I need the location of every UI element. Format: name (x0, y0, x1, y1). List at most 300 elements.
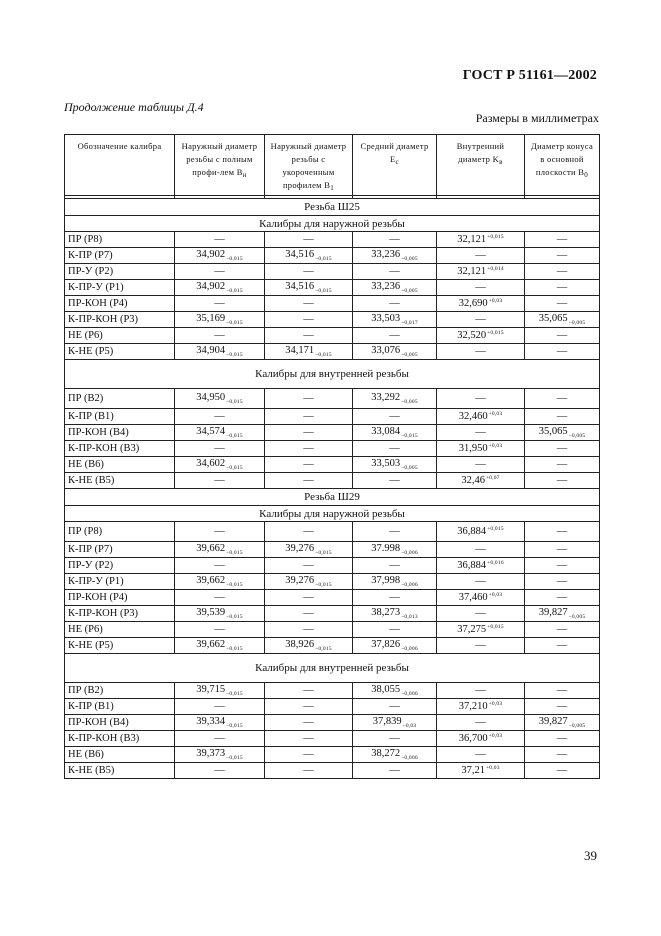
cell-outer-short (265, 574, 353, 590)
cell-pitch (353, 457, 437, 473)
cell-tolerance: +0,03 (488, 701, 503, 707)
cell-value: 39,539 (196, 607, 226, 618)
cell-inner-dash: — (437, 606, 525, 622)
cell-outer-full-dash: — (175, 264, 265, 280)
cell-outer-short-dash: — (265, 558, 353, 574)
cell-outer-full (175, 280, 265, 296)
cell-inner (437, 522, 525, 542)
cell-pitch (353, 312, 437, 328)
cell-value: 35,169 (196, 313, 226, 324)
cell-pitch-dash: — (353, 232, 437, 248)
cell-tolerance: −0,03 (402, 723, 417, 729)
cell-outer-short-dash: — (265, 622, 353, 638)
cell-outer-short-dash: — (265, 296, 353, 312)
col-header-gauge (65, 135, 175, 196)
table-row (65, 522, 600, 542)
cell-pitch-dash: — (353, 590, 437, 606)
cell-outer-short-dash: — (265, 425, 353, 441)
cell-value: 36,700 (458, 733, 488, 744)
cell-outer-full (175, 606, 265, 622)
table-row (65, 409, 600, 425)
cell-inner (437, 590, 525, 606)
cell-inner-dash: — (437, 683, 525, 699)
gauge-designation: К-ПР (В1) (65, 409, 175, 425)
cell-inner-dash: — (437, 389, 525, 409)
cell-value: 33,292 (371, 392, 401, 403)
cell-tolerance: −0,015 (226, 755, 243, 761)
cell-value: 38,926 (285, 639, 315, 650)
cell-outer-short-dash: — (265, 715, 353, 731)
col-header-pitch (353, 135, 437, 196)
cell-cone-dash: — (525, 328, 600, 344)
cell-value: 39,715 (196, 684, 226, 695)
cell-tolerance: −0,005 (568, 433, 586, 439)
cell-outer-short-dash: — (265, 312, 353, 328)
cell-tolerance: +0,03 (485, 765, 500, 771)
cell-outer-short-dash: — (265, 747, 353, 763)
cell-inner (437, 558, 525, 574)
section-row (65, 199, 600, 216)
table-row (65, 606, 600, 622)
cell-value: 32,460 (458, 411, 488, 422)
cell-value: 39,662 (196, 639, 226, 650)
cell-outer-full (175, 344, 265, 360)
cell-pitch (353, 574, 437, 590)
cell-pitch (353, 683, 437, 699)
cell-outer-full-dash: — (175, 731, 265, 747)
cell-tolerance: +0,03 (488, 411, 503, 417)
cell-cone-dash: — (525, 558, 600, 574)
cell-value: 32,121 (457, 234, 487, 245)
cell-cone-dash: — (525, 280, 600, 296)
cell-outer-full-dash: — (175, 441, 265, 457)
cell-outer-short-dash: — (265, 264, 353, 280)
gauge-designation: К-ПР (Р7) (65, 542, 175, 558)
cell-cone-dash: — (525, 473, 600, 489)
cell-outer-full (175, 574, 265, 590)
table-body (65, 199, 600, 779)
cell-cone-dash: — (525, 296, 600, 312)
cell-tolerance: +0,07 (485, 475, 500, 481)
cell-outer-full (175, 542, 265, 558)
cell-outer-full (175, 248, 265, 264)
cell-inner-dash: — (437, 457, 525, 473)
cell-inner-dash: — (437, 425, 525, 441)
cell-tolerance: −0,005 (401, 465, 418, 471)
cell-tolerance: −0,015 (226, 582, 243, 588)
col-header-outer-short-text: Наружный диаметр резьбы с укороченным профилем B (270, 141, 347, 190)
cell-value: 37,998 (371, 575, 401, 586)
standard-code: ГОСТ Р 51161—2002 (462, 68, 597, 83)
cell-inner-dash: — (437, 312, 525, 328)
cell-outer-full (175, 457, 265, 473)
table-row (65, 715, 600, 731)
cell-pitch-dash: — (353, 264, 437, 280)
cell-inner-dash: — (437, 574, 525, 590)
cell-inner (437, 232, 525, 248)
col-header-cone-text: Диаметр конуса в основной плоскости B (530, 141, 594, 177)
cell-value: 39,662 (196, 575, 226, 586)
cell-tolerance: −0,015 (401, 433, 418, 439)
cell-cone-dash: — (525, 622, 600, 638)
cell-tolerance: −0,015 (315, 550, 332, 556)
table-row (65, 542, 600, 558)
units-note: Размеры в миллиметрах (475, 111, 599, 125)
cell-inner-dash: — (437, 280, 525, 296)
cell-cone-dash: — (525, 683, 600, 699)
cell-tolerance: −0,015 (226, 614, 243, 620)
cell-tolerance: +0,014 (487, 266, 504, 272)
col-header-outer-full-sub: н (242, 171, 247, 179)
cell-value: 37,826 (371, 639, 401, 650)
cell-pitch (353, 638, 437, 654)
cell-cone-dash: — (525, 590, 600, 606)
cell-tolerance: −0,006 (401, 550, 418, 556)
cell-pitch-dash: — (353, 296, 437, 312)
cell-cone-dash: — (525, 522, 600, 542)
gauge-designation: ПР (В2) (65, 683, 175, 699)
cell-outer-short-dash: — (265, 763, 353, 779)
cell-tolerance: −0,015 (226, 550, 243, 556)
col-header-inner-text: Внутренний диаметр K (456, 141, 505, 164)
cell-outer-full (175, 747, 265, 763)
gauge-designation: НЕ (В6) (65, 747, 175, 763)
cell-value: 39,373 (196, 748, 226, 759)
cell-outer-full (175, 683, 265, 699)
cell-cone-dash: — (525, 232, 600, 248)
cell-value: 36,884 (457, 526, 487, 537)
cell-inner-dash: — (437, 344, 525, 360)
cell-cone-dash: — (525, 731, 600, 747)
gauge-designation: К-ПР-КОН (Р3) (65, 312, 175, 328)
cell-pitch-dash: — (353, 763, 437, 779)
group-title: Калибры для внутренней резьбы (65, 360, 600, 389)
table-row (65, 328, 600, 344)
gauge-designation: К-НЕ (Р5) (65, 638, 175, 654)
cell-outer-short (265, 638, 353, 654)
group-row (65, 360, 600, 389)
cell-tolerance: +0,016 (487, 560, 504, 566)
cell-pitch-dash: — (353, 731, 437, 747)
cell-value: 35,065 (538, 313, 568, 324)
cell-pitch-dash: — (353, 522, 437, 542)
cell-outer-short-dash: — (265, 441, 353, 457)
cell-value: 34,574 (196, 426, 226, 437)
cell-tolerance: −0,015 (226, 691, 243, 697)
cell-cone-dash: — (525, 264, 600, 280)
cell-pitch (353, 747, 437, 763)
cell-inner (437, 441, 525, 457)
cell-pitch (353, 344, 437, 360)
cell-value: 37,839 (372, 716, 402, 727)
section-row (65, 489, 600, 506)
cell-value: 33,503 (371, 458, 401, 469)
cell-outer-full (175, 425, 265, 441)
cell-cone-dash: — (525, 574, 600, 590)
gauge-designation: НЕ (В6) (65, 457, 175, 473)
cell-value: 38,273 (371, 607, 401, 618)
cell-value: 36,884 (457, 560, 487, 571)
cell-cone (525, 425, 600, 441)
cell-value: 33,084 (371, 426, 401, 437)
cell-value: 31,950 (458, 443, 488, 454)
cell-inner-dash: — (437, 638, 525, 654)
cell-tolerance: −0,015 (226, 465, 243, 471)
group-title: Калибры для наружной резьбы (65, 506, 600, 522)
cell-value: 39,334 (196, 716, 226, 727)
cell-outer-short-dash: — (265, 457, 353, 473)
cell-pitch (353, 389, 437, 409)
cell-inner-dash: — (437, 747, 525, 763)
cell-tolerance: +0,015 (487, 624, 504, 630)
cell-tolerance: +0,015 (487, 526, 504, 532)
table-row (65, 457, 600, 473)
cell-pitch (353, 542, 437, 558)
group-row (65, 216, 600, 232)
cell-outer-short (265, 248, 353, 264)
cell-value: 38,272 (371, 748, 401, 759)
page-number: 39 (584, 848, 597, 863)
group-title: Калибры для наружной резьбы (65, 216, 600, 232)
cell-outer-full-dash: — (175, 763, 265, 779)
cell-outer-short-dash: — (265, 731, 353, 747)
cell-outer-short (265, 280, 353, 296)
cell-tolerance: −0,013 (401, 614, 418, 620)
cell-cone-dash: — (525, 409, 600, 425)
cell-pitch (353, 248, 437, 264)
gauge-designation: К-НЕ (Р5) (65, 344, 175, 360)
table-row (65, 441, 600, 457)
cell-tolerance: −0,005 (401, 352, 418, 358)
cell-tolerance: −0,015 (226, 399, 243, 405)
cell-tolerance: −0,015 (226, 288, 243, 294)
table-row (65, 248, 600, 264)
cell-value: 33,076 (371, 345, 401, 356)
cell-cone-dash: — (525, 747, 600, 763)
cell-tolerance: −0,015 (226, 646, 243, 652)
cell-outer-short-dash: — (265, 473, 353, 489)
cell-outer-full-dash: — (175, 558, 265, 574)
cell-pitch (353, 715, 437, 731)
cell-tolerance: −0,015 (315, 256, 332, 262)
cell-tolerance: −0,015 (315, 288, 332, 294)
cell-value: 34,950 (196, 392, 226, 403)
table-row (65, 558, 600, 574)
col-header-outer-full (175, 135, 265, 196)
gauge-designation: ПР-КОН (В4) (65, 425, 175, 441)
gauge-designation: К-ПР (Р7) (65, 248, 175, 264)
cell-value: 39,827 (538, 607, 568, 618)
table-row (65, 731, 600, 747)
cell-tolerance: +0,015 (487, 234, 504, 240)
cell-value: 37,460 (458, 592, 488, 603)
cell-outer-full (175, 638, 265, 654)
table-row (65, 590, 600, 606)
gauge-designation: НЕ (Р6) (65, 328, 175, 344)
cell-value: 37.998 (371, 543, 401, 554)
cell-tolerance: −0,005 (401, 288, 418, 294)
cell-inner (437, 731, 525, 747)
cell-value: 33,503 (371, 313, 401, 324)
col-header-inner (437, 135, 525, 196)
cell-pitch-dash: — (353, 699, 437, 715)
cell-outer-short-dash: — (265, 232, 353, 248)
cell-value: 39,827 (538, 716, 568, 727)
cell-value: 37,21 (461, 765, 485, 776)
cell-value: 37,275 (457, 624, 487, 635)
cell-tolerance: −0,005 (401, 256, 418, 262)
gauge-designation: К-ПР-У (Р1) (65, 574, 175, 590)
cell-cone-dash: — (525, 248, 600, 264)
cell-outer-full-dash: — (175, 328, 265, 344)
cell-inner (437, 699, 525, 715)
col-header-pitch-text: Средний диаметр E (360, 141, 429, 164)
cell-outer-short-dash: — (265, 590, 353, 606)
cell-outer-full-dash: — (175, 522, 265, 542)
col-header-outer-short-sub: 1 (330, 184, 335, 192)
cell-cone-dash: — (525, 763, 600, 779)
gauge-designation: ПР (Р8) (65, 232, 175, 248)
cell-tolerance: −0,015 (315, 646, 332, 652)
col-header-outer-full-text: Наружный диаметр резьбы с полным профи-лем B (181, 141, 258, 177)
cell-inner (437, 296, 525, 312)
gauge-designation: НЕ (Р6) (65, 622, 175, 638)
cell-inner (437, 409, 525, 425)
cell-outer-full-dash: — (175, 296, 265, 312)
cell-tolerance: +0,03 (488, 592, 503, 598)
cell-outer-full (175, 312, 265, 328)
table-row (65, 574, 600, 590)
cell-tolerance: +0,015 (487, 330, 504, 336)
cell-outer-short-dash: — (265, 522, 353, 542)
col-header-outer-short (265, 135, 353, 196)
cell-value: 32,690 (458, 298, 488, 309)
cell-value: 34,602 (196, 458, 226, 469)
cell-pitch-dash: — (353, 441, 437, 457)
cell-outer-full-dash: — (175, 473, 265, 489)
cell-cone-dash: — (525, 699, 600, 715)
cell-pitch (353, 280, 437, 296)
section-title: Резьба Ш29 (65, 489, 600, 506)
cell-value: 39,662 (196, 543, 226, 554)
cell-value: 38,055 (371, 684, 401, 695)
cell-value: 39,276 (285, 543, 315, 554)
cell-inner-dash: — (437, 248, 525, 264)
table-row (65, 389, 600, 409)
gauge-designation: К-НЕ (В5) (65, 473, 175, 489)
cell-value: 33,236 (371, 281, 401, 292)
cell-tolerance: −0,006 (401, 646, 418, 652)
cell-pitch-dash: — (353, 558, 437, 574)
cell-cone (525, 606, 600, 622)
table-row (65, 280, 600, 296)
cell-inner (437, 473, 525, 489)
cell-inner (437, 763, 525, 779)
gauge-designation: ПР-У (Р2) (65, 558, 175, 574)
cell-outer-short-dash: — (265, 409, 353, 425)
cell-inner (437, 328, 525, 344)
cell-outer-full-dash: — (175, 699, 265, 715)
gauge-designation: К-НЕ (В5) (65, 763, 175, 779)
cell-tolerance: −0,005 (568, 320, 586, 326)
gauge-dimensions-table (64, 134, 600, 779)
gauge-designation: К-ПР-КОН (В3) (65, 731, 175, 747)
col-header-pitch-sub: с (395, 158, 399, 166)
gauge-designation: ПР-КОН (Р4) (65, 296, 175, 312)
cell-pitch (353, 425, 437, 441)
cell-value: 32,46 (461, 475, 485, 486)
cell-tolerance: −0,015 (226, 320, 243, 326)
cell-tolerance: −0,006 (401, 691, 418, 697)
col-header-cone-sub: 0 (584, 171, 589, 179)
cell-cone-dash: — (525, 457, 600, 473)
cell-tolerance: −0,015 (315, 352, 332, 358)
gauge-designation: К-ПР-КОН (Р3) (65, 606, 175, 622)
cell-outer-full-dash: — (175, 622, 265, 638)
cell-cone (525, 715, 600, 731)
cell-value: 34,902 (196, 249, 226, 260)
cell-tolerance: −0,005 (568, 723, 586, 729)
cell-tolerance: −0,015 (226, 256, 243, 262)
cell-value: 34,171 (285, 345, 315, 356)
cell-value: 34,516 (285, 249, 315, 260)
cell-value: 37,210 (458, 701, 488, 712)
cell-cone-dash: — (525, 638, 600, 654)
gauge-designation: ПР (Р8) (65, 522, 175, 542)
cell-value: 35,065 (538, 426, 568, 437)
cell-outer-short (265, 542, 353, 558)
cell-pitch-dash: — (353, 409, 437, 425)
cell-value: 32,121 (457, 266, 487, 277)
col-header-cone (525, 135, 600, 196)
table-row (65, 344, 600, 360)
gauge-designation: К-ПР-КОН (В3) (65, 441, 175, 457)
col-header-inner-sub: в (499, 158, 503, 166)
cell-value: 32,520 (457, 330, 487, 341)
cell-cone-dash: — (525, 344, 600, 360)
cell-outer-short-dash: — (265, 683, 353, 699)
cell-tolerance: +0,03 (488, 443, 503, 449)
section-title: Резьба Ш25 (65, 199, 600, 216)
cell-cone-dash: — (525, 542, 600, 558)
cell-value: 34,902 (196, 281, 226, 292)
table-row (65, 747, 600, 763)
cell-value: 39,276 (285, 575, 315, 586)
cell-outer-short-dash: — (265, 328, 353, 344)
cell-outer-short-dash: — (265, 606, 353, 622)
cell-outer-full (175, 389, 265, 409)
cell-outer-short (265, 344, 353, 360)
gauge-designation: ПР-КОН (В4) (65, 715, 175, 731)
table-header-row (65, 135, 600, 196)
cell-inner-dash: — (437, 715, 525, 731)
cell-tolerance: −0,006 (401, 755, 418, 761)
cell-cone-dash: — (525, 389, 600, 409)
table-row (65, 763, 600, 779)
cell-value: 34,516 (285, 281, 315, 292)
cell-pitch-dash: — (353, 328, 437, 344)
cell-tolerance: −0,005 (568, 614, 586, 620)
cell-value: 34,904 (196, 345, 226, 356)
table-row (65, 232, 600, 248)
cell-cone-dash: — (525, 441, 600, 457)
cell-value: 33,236 (371, 249, 401, 260)
gauge-designation: ПР (В2) (65, 389, 175, 409)
cell-inner (437, 264, 525, 280)
cell-tolerance: −0,017 (401, 320, 418, 326)
gauge-designation: ПР-У (Р2) (65, 264, 175, 280)
table-continuation-label: Продолжение таблицы Д.4 (64, 100, 204, 114)
